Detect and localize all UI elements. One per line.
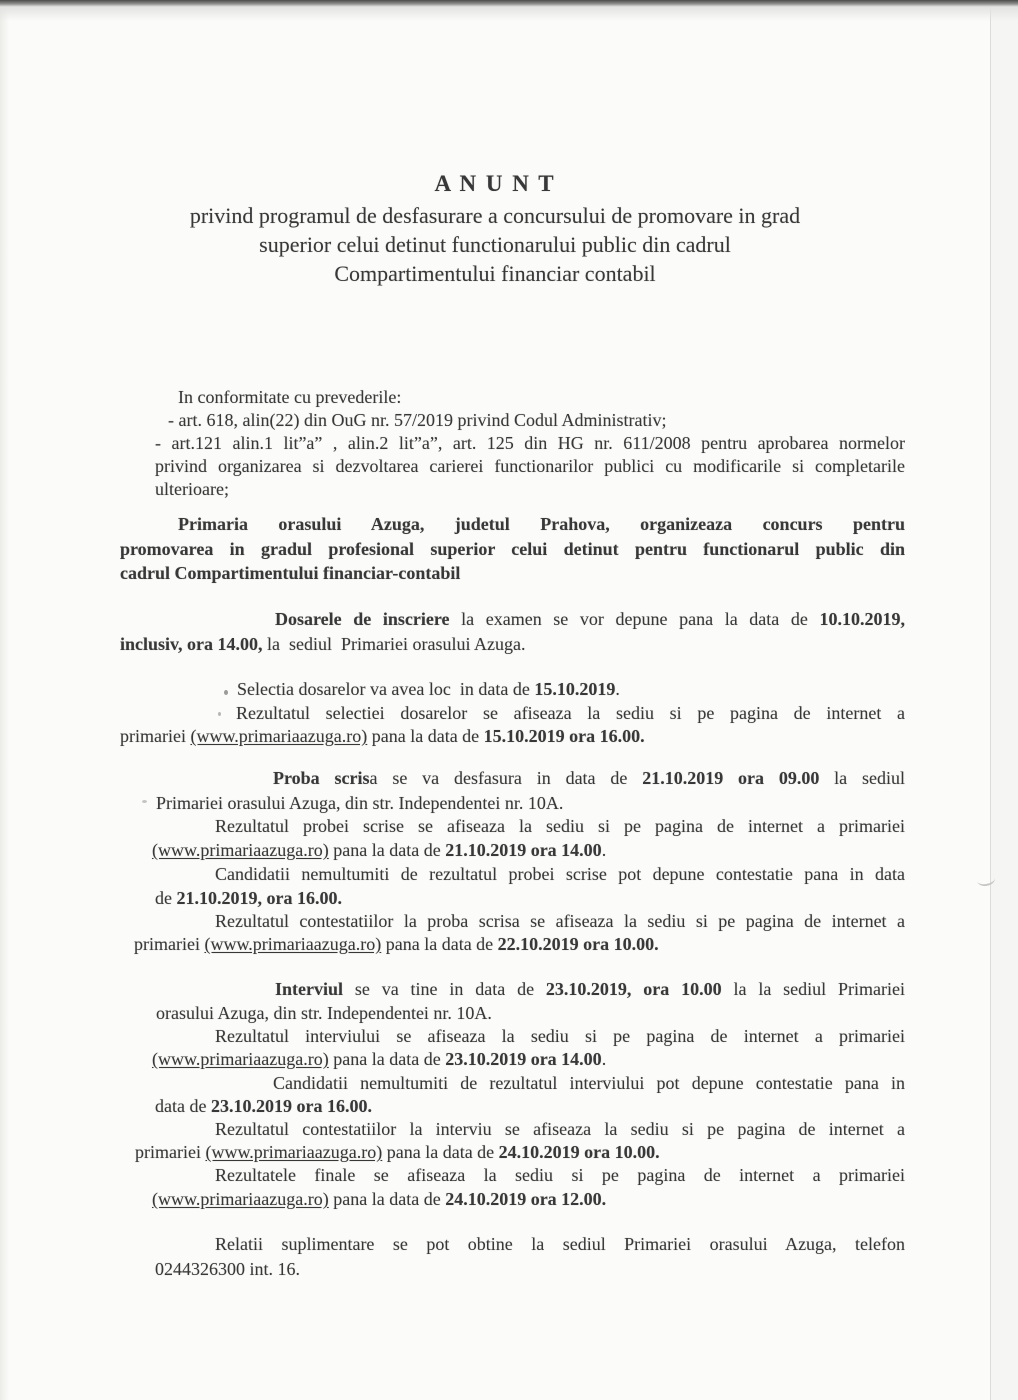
text-segment: 21.10.2019, ora 16.00. xyxy=(176,888,342,908)
scan-artifact-speck xyxy=(224,690,228,695)
text-segment: pana la data de xyxy=(367,726,484,746)
text-line xyxy=(273,766,905,791)
text-segment: Compartimentului financiar contabil xyxy=(334,261,656,286)
text-line xyxy=(215,1024,905,1049)
text-line xyxy=(215,814,905,839)
text-segment: pana la data de xyxy=(382,1142,499,1162)
text-line xyxy=(215,1232,905,1257)
text-line xyxy=(155,886,342,910)
text-segment: ulterioare; xyxy=(155,479,229,499)
text-line xyxy=(120,537,905,562)
text-segment: . xyxy=(601,840,607,860)
text-segment: - art.121 alin.1 lit”a” , alin.2 lit”a”, art. 125 din HG nr. 611/2008 pentru aprobarea normelor xyxy=(155,433,905,453)
text-line xyxy=(155,431,905,456)
text-segment: orasului Azuga, din str. Independentei nr. 10A. xyxy=(156,1003,492,1023)
text-segment: 23.10.2019 ora 14.00 xyxy=(445,1049,602,1069)
text-line xyxy=(155,477,229,501)
text-segment: la sediul Primariei orasului Azuga. xyxy=(262,634,526,654)
text-line xyxy=(168,408,666,432)
text-line xyxy=(152,1047,606,1071)
text-segment: data de xyxy=(155,1096,211,1116)
text-line xyxy=(236,701,905,726)
text-line xyxy=(215,909,905,934)
text-segment: Rezultatul probei scrise se afiseaza la sediu si pe pagina de internet a primariei xyxy=(215,816,905,836)
text-segment: pana la data de xyxy=(381,934,498,954)
scan-artifact-speck xyxy=(218,712,221,716)
text-segment: Candidatii nemultumiti de rezultatul probei scrise pot depune contestatie pana in data xyxy=(215,864,905,884)
url-text: (www.primariaazuga.ro) xyxy=(204,934,382,954)
text-line xyxy=(155,454,905,479)
url-text: (www.primariaazuga.ro) xyxy=(152,1049,329,1069)
text-segment: Dosarele de inscriere xyxy=(275,609,450,629)
text-segment: primariei xyxy=(134,934,205,954)
text-line xyxy=(152,838,606,862)
text-line xyxy=(120,724,645,748)
text-line xyxy=(215,862,905,887)
text-segment: Selectia dosarelor va avea loc in data de xyxy=(237,679,535,699)
text-segment: Candidatii nemultumiti de rezultatul interviului pot depune contestatie pana in xyxy=(273,1073,905,1093)
text-line xyxy=(156,791,563,815)
scan-edge-top-fade xyxy=(0,7,1018,21)
text-segment: la examen se vor depune pana la data de xyxy=(449,609,820,629)
text-line xyxy=(135,1140,660,1164)
text-segment: A N U N T xyxy=(434,171,556,196)
text-segment: la la sediul Primariei xyxy=(721,979,905,999)
text-segment: Primariei orasului Azuga, din str. Independentei nr. 10A. xyxy=(156,793,564,813)
text-segment: promovarea in gradul profesional superior celui detinut pentru functionarul public din xyxy=(120,539,905,559)
text-segment: 23.10.2019 ora 16.00. xyxy=(210,1096,372,1116)
text-line xyxy=(178,385,401,409)
text-line xyxy=(120,632,525,656)
text-segment: 15.10.2019 ora 16.00. xyxy=(483,726,645,746)
text-segment: privind organizarea si dezvoltarea carierei functionarilor publici cu modificarile si completarile xyxy=(155,456,905,476)
text-segment: . xyxy=(601,1049,607,1069)
text-segment: se va tine in data de xyxy=(343,979,546,999)
text-segment: 23.10.2019, ora 10.00 xyxy=(545,979,722,999)
text-segment: de xyxy=(155,888,177,908)
text-segment: primariei xyxy=(120,726,191,746)
text-line xyxy=(215,1117,905,1142)
text-line xyxy=(275,607,905,632)
text-segment: Rezultatul contestatiilor la interviu se afiseaza la sediu si pe pagina de internet a xyxy=(215,1119,905,1139)
text-segment: Rezultatul contestatiilor la proba scrisa se afiseaza la sediu si pe pagina de internet a xyxy=(215,911,905,931)
text-line xyxy=(134,932,659,956)
text-segment: Proba scris xyxy=(273,768,370,788)
text-segment: privind programul de desfasurare a concursului de promovare in grad xyxy=(189,203,801,228)
text-line xyxy=(120,561,460,585)
text-segment: 21.10.2019 ora 14.00 xyxy=(445,840,602,860)
text-segment: Primaria orasului Azuga, judetul Prahova, organizeaza concurs pentru xyxy=(178,514,905,534)
text-segment: - art. 618, alin(22) din OuG nr. 57/2019 privind Codul Administrativ; xyxy=(168,410,667,430)
scan-artifact-speck xyxy=(142,800,147,803)
text-line xyxy=(275,977,905,1002)
text-segment: 15.10.2019 xyxy=(534,679,616,699)
scan-paper-edge xyxy=(991,0,1018,1400)
url-text: (www.primariaazuga.ro) xyxy=(190,726,368,746)
text-segment: superior celui detinut functionarului public din cadrul xyxy=(259,232,731,257)
text-line xyxy=(155,1257,300,1281)
text-segment: 24.10.2019 ora 12.00. xyxy=(445,1189,607,1209)
text-segment: 21.10.2019 ora 09.00 xyxy=(642,768,820,788)
document-subtitle xyxy=(14,230,976,259)
text-segment: pana la data de xyxy=(328,1049,446,1069)
document-title xyxy=(14,170,976,197)
text-line xyxy=(215,1163,905,1188)
text-line xyxy=(156,1001,492,1025)
text-line xyxy=(155,1094,372,1118)
text-segment: 10.10.2019, xyxy=(819,609,905,629)
text-segment: Interviul xyxy=(275,979,344,999)
text-segment: Relatii suplimentare se pot obtine la sediul Primariei orasului Azuga, telefon xyxy=(215,1234,905,1254)
text-segment: 24.10.2019 ora 10.00. xyxy=(498,1142,660,1162)
text-segment: cadrul Compartimentului financiar-contabil xyxy=(120,563,461,583)
text-segment: pana la data de xyxy=(328,1189,446,1209)
url-text: (www.primariaazuga.ro) xyxy=(152,1189,329,1209)
text-segment: 0244326300 int. 16. xyxy=(155,1259,301,1279)
text-segment: Rezultatul selectiei dosarelor se afiseaza la sediu si pe pagina de internet a xyxy=(236,703,905,723)
document-subtitle xyxy=(14,259,976,288)
text-line xyxy=(178,512,905,537)
text-segment: a se va desfasura in data de xyxy=(369,768,643,788)
text-segment: pana la data de xyxy=(328,840,446,860)
document-subtitle xyxy=(14,201,976,230)
scan-edge-top xyxy=(0,0,1018,7)
text-segment: primariei xyxy=(135,1142,206,1162)
url-text: (www.primariaazuga.ro) xyxy=(205,1142,383,1162)
scan-edge-left xyxy=(0,0,9,1400)
text-segment: inclusiv, ora 14.00, xyxy=(120,634,263,654)
text-line xyxy=(273,1071,905,1096)
text-segment: la sediul xyxy=(819,768,905,788)
text-line xyxy=(237,677,620,701)
url-text: (www.primariaazuga.ro) xyxy=(152,840,329,860)
text-segment: 22.10.2019 ora 10.00. xyxy=(497,934,659,954)
text-segment: In conformitate cu prevederile: xyxy=(178,387,402,407)
text-segment: Rezultatele finale se afiseaza la sediu si pe pagina de internet a primariei xyxy=(215,1165,905,1185)
text-line xyxy=(152,1187,606,1211)
text-segment: . xyxy=(615,679,620,699)
scan-edge-line xyxy=(990,0,991,1400)
text-segment: Rezultatul interviului se afiseaza la sediu si pe pagina de internet a primariei xyxy=(215,1026,905,1046)
